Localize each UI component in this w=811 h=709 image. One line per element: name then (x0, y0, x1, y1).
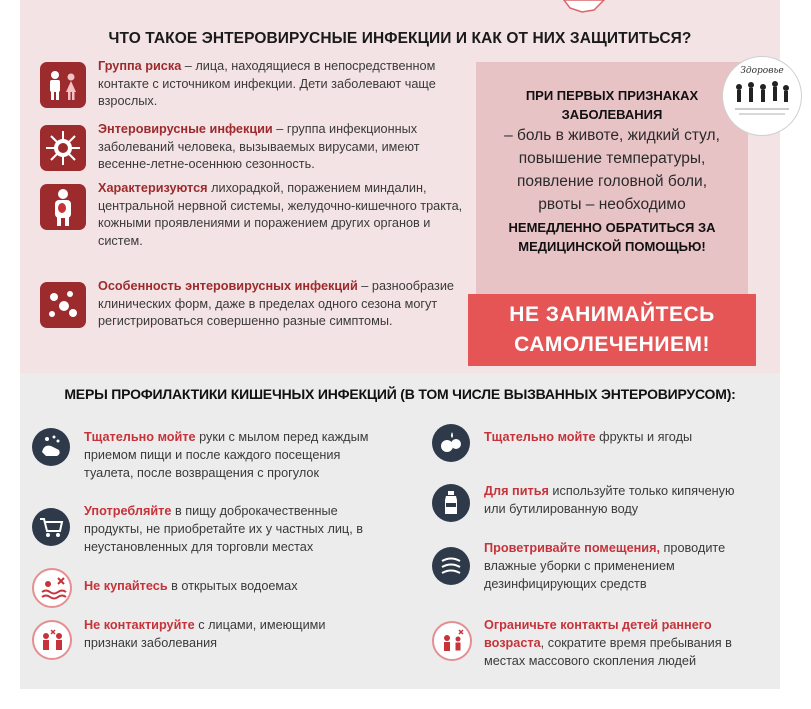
info-highlight: Характеризуются (98, 181, 208, 195)
prevention-line: в открытых водоемах (167, 579, 298, 593)
prevention-line: с лицами, имеющими (194, 618, 326, 632)
shopping-cart-icon (32, 508, 70, 546)
prevention-text (84, 577, 298, 595)
prevention-line: проводите (660, 541, 726, 555)
logo (722, 56, 802, 136)
info-text (98, 278, 468, 331)
alert-line: появление головной боли, (516, 173, 708, 190)
alert-urgent: МЕДИЦИНСКОЙ ПОМОЩЬЮ! (518, 239, 706, 254)
info-item-risk-group (40, 58, 460, 118)
prevention-line: используйте только кипяченую (548, 484, 735, 498)
prevention-text (484, 428, 692, 446)
info-text (98, 58, 468, 111)
info-highlight: Группа риска (98, 59, 182, 73)
prevention-line: влажные уборки с применением (484, 559, 675, 573)
info-body: – группа инфекционных заболеваний человека, вызываемых вирусами, имеют весенне-летне-осеннюю сезонность. (98, 122, 420, 171)
prevention-highlight: Ограничьте контакты детей раннего (484, 618, 712, 632)
info-highlight: Энтеровирусные инфекции (98, 122, 273, 136)
no-self-treatment-banner (468, 294, 756, 366)
prevention-highlight: Для питья (484, 484, 549, 498)
prevention-text (484, 616, 732, 670)
info-body: лихорадкой, поражением миндалин, центральной нервной системы, желудочно-кишечного тракта, кожными проявлениями и поражением других органов и систем. (98, 181, 463, 248)
prevention-text (84, 616, 325, 652)
prevention-highlight: Тщательно мойте (484, 430, 596, 444)
no-contact-icon (32, 620, 72, 660)
prevention-line: продукты, не приобретайте их у частных лиц, в (84, 522, 363, 536)
prevention-line: приемом пищи и после каждого посещения (84, 448, 341, 462)
info-item-symptoms (40, 180, 463, 275)
map-decoration (560, 0, 620, 16)
prevention-text (84, 428, 368, 482)
info-item-feature (40, 278, 460, 353)
prevention-line: неустановленных для торговли местах (84, 540, 314, 554)
logo-text: Здоровье (740, 66, 784, 76)
wash-fruit-icon (432, 424, 470, 462)
alert-line: повышение температуры, (518, 150, 706, 167)
prevention-highlight: возраста (484, 636, 541, 650)
first-signs-box (476, 62, 748, 294)
body-organs-icon (40, 184, 86, 230)
alert-line: рвоты – необходимо (538, 196, 686, 213)
prevention-line: туалета, после возвращения с прогулок (84, 466, 319, 480)
prevention-line: дезинфицирующих средств (484, 577, 647, 591)
prevention-text (484, 482, 735, 518)
prevention-text (484, 539, 725, 593)
warning-line: САМОЛЕЧЕНИЕМ! (514, 333, 710, 356)
info-text (98, 180, 468, 250)
logo-people-icon (723, 57, 801, 135)
hand-wash-icon (32, 428, 70, 466)
people-icon (40, 62, 86, 108)
warning-line: НЕ ЗАНИМАЙТЕСЬ (509, 303, 715, 326)
alert-heading: ПРИ ПЕРВЫХ ПРИЗНАКАХ (525, 88, 699, 103)
prevention-highlight: Не контактируйте (84, 618, 195, 632)
info-body: – лица, находящиеся в непосредственном контакте с источником инфекции. Дети заболевают чаще взрослых. (98, 59, 436, 108)
prevention-highlight: Проветривайте помещения, (484, 541, 661, 555)
prevention-line: признаки заболевания (84, 636, 218, 650)
prevention-title: МЕРЫ ПРОФИЛАКТИКИ КИШЕЧНЫХ ИНФЕКЦИЙ (В ТОМ ЧИСЛЕ ВЫЗВАННЫХ ЭНТЕРОВИРУСОМ): (64, 386, 736, 402)
no-crowds-icon (432, 621, 472, 661)
info-body: – разнообразие клинических форм, даже в пределах одного сезона могут регистрироваться совершенно разные симптомы. (98, 279, 454, 328)
no-swimming-icon (32, 568, 72, 608)
prevention-highlight: Не купайтесь (84, 579, 168, 593)
prevention-text (84, 502, 363, 556)
prevention-line: или бутилированную воду (484, 502, 639, 516)
prevention-line: фрукты и ягоды (595, 430, 693, 444)
germs-icon (40, 282, 86, 328)
ventilation-icon (432, 547, 470, 585)
alert-urgent: НЕМЕДЛЕННО ОБРАТИТЬСЯ ЗА (508, 220, 716, 235)
info-item-enterovirus (40, 121, 460, 181)
prevention-highlight: Употребляйте (84, 504, 172, 518)
main-title: ЧТО ТАКОЕ ЭНТЕРОВИРУСНЫЕ ИНФЕКЦИИ И КАК ОТ НИХ ЗАЩИТИТЬСЯ? (108, 30, 692, 47)
alert-line: – боль в животе, жидкий стул, (504, 127, 720, 144)
prevention-line: местах массового скопления людей (484, 654, 697, 668)
prevention-highlight: Тщательно мойте (84, 430, 196, 444)
bottled-water-icon (432, 484, 470, 522)
virus-icon (40, 125, 86, 171)
prevention-line: в пищу доброкачественные (171, 504, 338, 518)
prevention-line: , сократите время пребывания в (540, 636, 732, 650)
alert-heading: ЗАБОЛЕВАНИЯ (561, 107, 663, 122)
info-text (98, 121, 468, 174)
prevention-line: руки с мылом перед каждым (195, 430, 369, 444)
info-highlight: Особенность энтеровирусных инфекций (98, 279, 358, 293)
